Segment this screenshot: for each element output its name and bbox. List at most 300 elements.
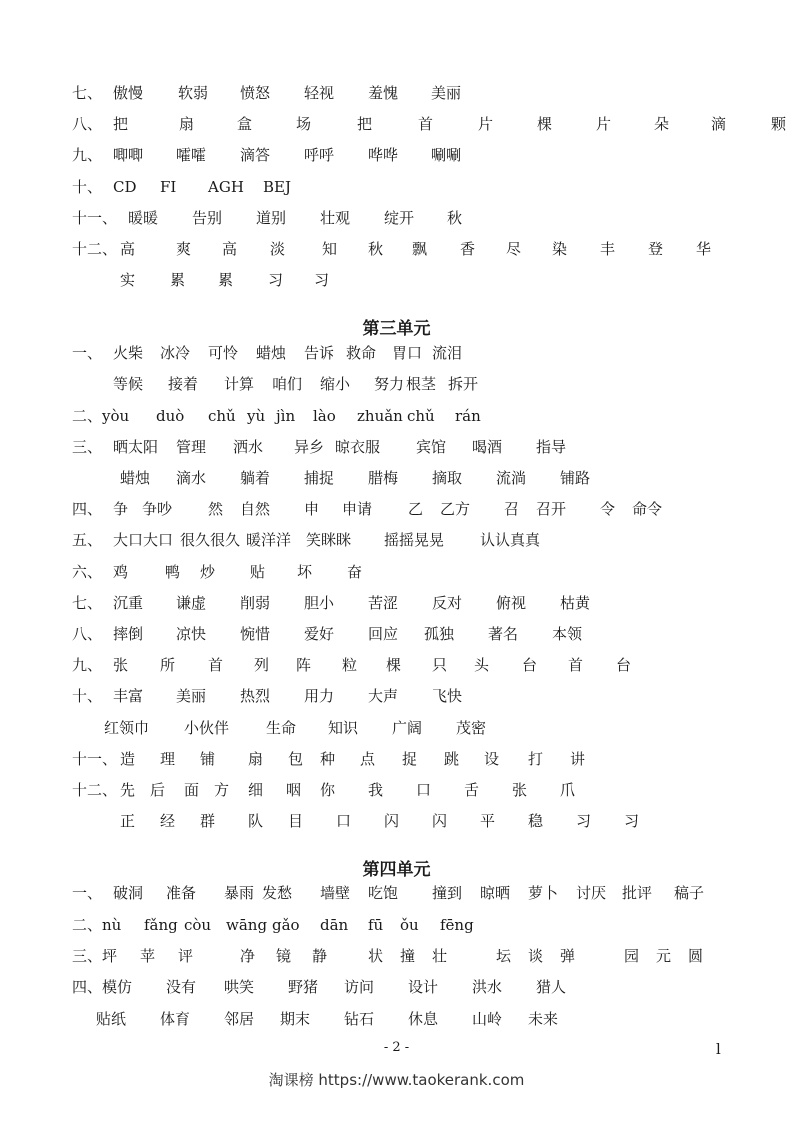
answer-word: 习 <box>576 812 592 830</box>
answer-word: 贴纸 <box>96 1010 127 1028</box>
answer-word: 著名 <box>488 625 519 643</box>
answer-word: 流泪 <box>432 344 463 362</box>
answer-word: 火柴 <box>113 344 144 362</box>
answer-line <box>0 81 793 105</box>
answer-word: 扇 <box>179 115 195 133</box>
answer-word: 设 <box>484 750 500 768</box>
answer-word: 铺 <box>200 750 216 768</box>
answer-word: 贴 <box>250 563 266 581</box>
answer-word: 鸭 <box>165 563 181 581</box>
answer-word: 目 <box>288 812 304 830</box>
answer-word: 乙方 <box>440 500 471 518</box>
answer-word: 炒 <box>200 563 216 581</box>
answer-word: 苹 <box>140 947 156 965</box>
answer-word: 丰 <box>600 240 616 258</box>
answer-word: 洒水 <box>233 438 264 456</box>
answer-word: 摔倒 <box>113 625 144 643</box>
answer-word: 静 <box>312 947 328 965</box>
answer-word: 努力 <box>374 375 405 393</box>
answer-word: 群 <box>200 812 216 830</box>
question-number: 五、 <box>72 531 103 549</box>
answer-word: 台 <box>616 656 632 674</box>
answer-line <box>0 560 793 584</box>
answer-line <box>0 112 793 136</box>
answer-word: 秋 <box>447 209 463 227</box>
answer-word: 包 <box>288 750 304 768</box>
answer-word: 惋惜 <box>240 625 271 643</box>
answer-word: 令 <box>600 500 616 518</box>
answer-word: 阵 <box>296 656 312 674</box>
answer-word: 批评 <box>622 884 653 902</box>
answer-word: 把 <box>357 115 373 133</box>
answer-word: 高 <box>222 240 238 258</box>
answer-word: 摇摇晃晃 <box>384 531 445 549</box>
answer-word: FI <box>160 178 177 196</box>
answer-word: 颗 <box>771 115 787 133</box>
question-number: 二、 <box>72 407 103 425</box>
answer-word: 滴水 <box>176 469 207 487</box>
answer-word: 削弱 <box>240 594 271 612</box>
answer-word: 理 <box>160 750 176 768</box>
question-number: 三、 <box>72 947 103 965</box>
answer-word: 晾衣服 <box>335 438 381 456</box>
answer-word: 钻石 <box>344 1010 375 1028</box>
answer-word: 首 <box>418 115 434 133</box>
question-number: 八、 <box>72 115 103 133</box>
answer-word: 腊梅 <box>368 469 399 487</box>
answer-word: 盒 <box>237 115 253 133</box>
answer-word: 美丽 <box>176 687 207 705</box>
answer-line <box>0 716 793 740</box>
answer-word: 头 <box>474 656 490 674</box>
answer-word: 滴 <box>711 115 727 133</box>
answer-word: 未来 <box>528 1010 559 1028</box>
answer-word: 争吵 <box>142 500 173 518</box>
answer-word: 召开 <box>536 500 567 518</box>
answer-word: 流淌 <box>496 469 527 487</box>
answer-line <box>0 684 793 708</box>
answer-word: 秋 <box>368 240 384 258</box>
question-number: 十二、 <box>72 240 118 258</box>
question-number: 一、 <box>72 884 103 902</box>
answer-word: 期末 <box>280 1010 311 1028</box>
answer-word: jìn <box>276 407 296 425</box>
answer-word: wāng <box>226 916 268 934</box>
answer-word: 冰冷 <box>160 344 191 362</box>
answer-word: gǎo <box>272 916 300 934</box>
answer-word: 平 <box>480 812 496 830</box>
answer-word: 胃口 <box>392 344 423 362</box>
answer-word: duò <box>156 407 185 425</box>
answer-word: ǒu <box>400 916 419 934</box>
answer-word: 暖洋洋 <box>246 531 292 549</box>
answer-word: 元 <box>656 947 672 965</box>
answer-word: 召 <box>504 500 520 518</box>
answer-word: 宾馆 <box>416 438 447 456</box>
answer-word: 稳 <box>528 812 544 830</box>
answer-word: 接着 <box>168 375 199 393</box>
answer-word: 状 <box>368 947 384 965</box>
answer-word: 唧唧 <box>113 146 144 164</box>
answer-word: 所 <box>160 656 176 674</box>
answer-word: 可怜 <box>208 344 239 362</box>
answer-line <box>0 466 793 490</box>
answer-word: 萝卜 <box>528 884 559 902</box>
answer-line <box>0 913 793 937</box>
question-number: 九、 <box>72 656 103 674</box>
edge-mark: l <box>716 1040 721 1058</box>
answer-line <box>0 341 793 365</box>
answer-word: 蜡烛 <box>256 344 287 362</box>
question-number: 七、 <box>72 84 103 102</box>
answer-word: 飞快 <box>432 687 463 705</box>
page-number: - 2 - <box>383 1040 410 1055</box>
answer-word: 回应 <box>368 625 399 643</box>
answer-line <box>0 404 793 428</box>
answer-line <box>0 497 793 521</box>
answer-word: 反对 <box>432 594 463 612</box>
answer-word: 我 <box>368 781 384 799</box>
answer-word: 面 <box>184 781 200 799</box>
footer-watermark: 淘课榜 https://www.taokerank.com <box>268 1071 525 1089</box>
question-number: 十一、 <box>72 750 118 768</box>
answer-word: 闪 <box>384 812 400 830</box>
answer-word: fēng <box>440 916 474 934</box>
answer-word: 胆小 <box>304 594 335 612</box>
answer-word: 设计 <box>408 978 439 996</box>
answer-word: fǎng <box>144 916 178 934</box>
answer-word: 飘 <box>412 240 428 258</box>
answer-line <box>0 809 793 833</box>
answer-word: 队 <box>248 812 264 830</box>
question-number: 四、 <box>72 500 103 518</box>
answer-word: 扇 <box>248 750 264 768</box>
answer-word: 奋 <box>347 563 363 581</box>
answer-word: 枯黄 <box>560 594 591 612</box>
answer-word: 呼呼 <box>304 146 335 164</box>
answer-word: 嚯嚯 <box>176 146 207 164</box>
answer-word: 用力 <box>304 687 335 705</box>
answer-word: 申 <box>304 500 320 518</box>
answer-word: 唰唰 <box>431 146 462 164</box>
answer-word: 野猪 <box>288 978 319 996</box>
answer-word: 暖暖 <box>128 209 159 227</box>
question-number: 十一、 <box>72 209 118 227</box>
answer-word: 红领巾 <box>104 719 150 737</box>
answer-word: 片 <box>596 115 612 133</box>
question-number: 九、 <box>72 146 103 164</box>
answer-word: 广阔 <box>392 719 423 737</box>
answer-word: 正 <box>120 812 136 830</box>
answer-word: 暴雨 <box>224 884 255 902</box>
answer-word: 猎人 <box>536 978 567 996</box>
answer-word: fū <box>368 916 384 934</box>
answer-word: 体育 <box>160 1010 191 1028</box>
answer-word: 壮观 <box>320 209 351 227</box>
answer-word: 壮 <box>432 947 448 965</box>
question-number: 一、 <box>72 344 103 362</box>
answer-word: 道别 <box>256 209 287 227</box>
answer-word: 捉 <box>402 750 418 768</box>
answer-word: 咱们 <box>272 375 303 393</box>
answer-word: 自然 <box>240 500 271 518</box>
answer-word: 邻居 <box>224 1010 255 1028</box>
answer-word: 滴答 <box>240 146 271 164</box>
answer-word: 习 <box>268 271 284 289</box>
question-number: 七、 <box>72 594 103 612</box>
answer-word: 后 <box>150 781 166 799</box>
answer-word: 蜡烛 <box>120 469 151 487</box>
answer-word: 造 <box>120 750 136 768</box>
answer-line <box>0 143 793 167</box>
answer-word: 坏 <box>297 563 313 581</box>
answer-word: 轻视 <box>304 84 335 102</box>
answer-word: 计算 <box>224 375 255 393</box>
answer-word: 弹 <box>560 947 576 965</box>
answer-word: 首 <box>208 656 224 674</box>
answer-word: 吃饱 <box>368 884 399 902</box>
answer-word: 丰富 <box>113 687 144 705</box>
question-number: 十二、 <box>72 781 118 799</box>
answer-word: AGH <box>208 178 244 196</box>
answer-word: 棵 <box>537 115 553 133</box>
answer-word: rán <box>455 407 481 425</box>
answer-word: 闪 <box>432 812 448 830</box>
answer-word: 墙壁 <box>320 884 351 902</box>
answer-word: 申请 <box>342 500 373 518</box>
answer-word: 美丽 <box>431 84 462 102</box>
answer-word: 告诉 <box>304 344 335 362</box>
answer-word: 命令 <box>632 500 663 518</box>
answer-word: 把 <box>113 115 129 133</box>
answer-word: 根茎 <box>406 375 437 393</box>
answer-word: 乙 <box>408 500 424 518</box>
answer-word: 列 <box>254 656 270 674</box>
answer-word: 染 <box>552 240 568 258</box>
answer-word: 实 <box>120 271 136 289</box>
answer-word: 经 <box>160 812 176 830</box>
answer-word: 谈 <box>528 947 544 965</box>
answer-word: 张 <box>113 656 129 674</box>
answer-word: BEJ <box>263 178 291 196</box>
answer-line <box>0 206 793 230</box>
answer-line <box>0 268 793 292</box>
answer-word: 躺着 <box>240 469 271 487</box>
answer-word: 跳 <box>444 750 460 768</box>
answer-word: 喝酒 <box>472 438 503 456</box>
answer-line <box>0 944 793 968</box>
answer-word: 镜 <box>276 947 292 965</box>
answer-word: 访问 <box>344 978 375 996</box>
answer-word: 管理 <box>176 438 207 456</box>
answer-word: 先 <box>120 781 136 799</box>
answer-word: 撞到 <box>432 884 463 902</box>
answer-word: 爱好 <box>304 625 335 643</box>
answer-line <box>0 591 793 615</box>
answer-word: 缩小 <box>320 375 351 393</box>
answer-word: lào <box>313 407 336 425</box>
answer-word: 凉快 <box>176 625 207 643</box>
answer-word: 哄笑 <box>224 978 255 996</box>
answer-word: 细 <box>248 781 264 799</box>
answer-word: 讲 <box>570 750 586 768</box>
answer-word: 知 <box>322 240 338 258</box>
answer-word: 捕捉 <box>304 469 335 487</box>
answer-word: 本领 <box>552 625 583 643</box>
question-number: 十、 <box>72 178 103 196</box>
answer-word: 舌 <box>464 781 480 799</box>
answer-word: 张 <box>512 781 528 799</box>
answer-word: 净 <box>240 947 256 965</box>
question-number: 十、 <box>72 687 103 705</box>
answer-word: 点 <box>360 750 376 768</box>
answer-line <box>0 175 793 199</box>
answer-word: 打 <box>528 750 544 768</box>
answer-word: 绽开 <box>384 209 415 227</box>
answer-word: 习 <box>314 271 330 289</box>
answer-word: 朵 <box>654 115 670 133</box>
answer-line <box>0 1007 793 1031</box>
answer-word: 稿子 <box>674 884 705 902</box>
section-title: 第三单元 <box>362 319 431 339</box>
answer-word: 休息 <box>408 1010 439 1028</box>
answer-word: 傲慢 <box>113 84 144 102</box>
answer-word: 习 <box>624 812 640 830</box>
answer-line <box>0 653 793 677</box>
answer-word: 俯视 <box>496 594 527 612</box>
answer-word: 准备 <box>166 884 197 902</box>
answer-word: 香 <box>460 240 476 258</box>
answer-word: 告别 <box>192 209 223 227</box>
answer-word: 尽 <box>506 240 522 258</box>
answer-line <box>0 528 793 552</box>
answer-word: 异乡 <box>294 438 325 456</box>
question-number: 三、 <box>72 438 103 456</box>
answer-word: 铺路 <box>560 469 591 487</box>
answer-line <box>0 975 793 999</box>
answer-word: 讨厌 <box>576 884 607 902</box>
answer-word: 羞愧 <box>368 84 399 102</box>
answer-word: 哗哗 <box>368 146 399 164</box>
answer-word: 软弱 <box>178 84 209 102</box>
answer-word: 救命 <box>346 344 377 362</box>
answer-word: 你 <box>320 781 336 799</box>
answer-line <box>0 372 793 396</box>
answer-word: 鸡 <box>113 563 129 581</box>
answer-word: 小伙伴 <box>184 719 230 737</box>
answer-word: 没有 <box>166 978 197 996</box>
answer-word: 园 <box>624 947 640 965</box>
answer-word: 撞 <box>400 947 416 965</box>
answer-word: 沉重 <box>113 594 144 612</box>
answer-word: 洪水 <box>472 978 503 996</box>
answer-word: CD <box>113 178 137 196</box>
answer-word: 愤怒 <box>240 84 271 102</box>
answer-word: 华 <box>696 240 712 258</box>
answer-word: 口 <box>336 812 352 830</box>
answer-word: nù <box>102 916 122 934</box>
question-number: 八、 <box>72 625 103 643</box>
answer-word: 坛 <box>496 947 512 965</box>
answer-word: 坪 <box>102 947 118 965</box>
answer-line <box>0 622 793 646</box>
answer-line <box>0 881 793 905</box>
answer-word: 孤独 <box>424 625 455 643</box>
answer-word: 破洞 <box>113 884 144 902</box>
question-number: 六、 <box>72 563 103 581</box>
answer-word: 知识 <box>328 719 359 737</box>
answer-word: 大口大口 <box>113 531 174 549</box>
answer-word: 种 <box>320 750 336 768</box>
answer-word: 生命 <box>266 719 297 737</box>
answer-word: 认认真真 <box>480 531 541 549</box>
answer-word: 晾晒 <box>480 884 511 902</box>
answer-word: 谦虚 <box>176 594 207 612</box>
answer-word: 爽 <box>176 240 192 258</box>
question-number: 四、 <box>72 978 103 996</box>
answer-word: 淡 <box>270 240 286 258</box>
answer-word: 台 <box>522 656 538 674</box>
answer-word: 首 <box>568 656 584 674</box>
answer-word: 爪 <box>560 781 576 799</box>
answer-word: 咽 <box>286 781 302 799</box>
answer-word: 苦涩 <box>368 594 399 612</box>
answer-word: zhuǎn <box>357 407 403 425</box>
answer-word: 等候 <box>113 375 144 393</box>
answer-word: 很久很久 <box>180 531 241 549</box>
answer-word: 只 <box>432 656 448 674</box>
answer-word: 模仿 <box>102 978 133 996</box>
answer-word: 片 <box>478 115 494 133</box>
section-title: 第四单元 <box>362 860 431 880</box>
question-number: 二、 <box>72 916 103 934</box>
answer-word: 争 <box>113 500 129 518</box>
answer-word: dān <box>320 916 349 934</box>
answer-word: 累 <box>218 271 234 289</box>
answer-word: 方 <box>214 781 230 799</box>
answer-word: 发愁 <box>262 884 293 902</box>
answer-line <box>0 237 793 261</box>
answer-word: chǔ <box>208 407 236 425</box>
answer-word: 场 <box>296 115 312 133</box>
answer-word: 指导 <box>536 438 567 456</box>
answer-word: 登 <box>648 240 664 258</box>
answer-word: 拆开 <box>448 375 479 393</box>
answer-word: 口 <box>416 781 432 799</box>
answer-line <box>0 435 793 459</box>
answer-word: 然 <box>208 500 224 518</box>
answer-word: 棵 <box>386 656 402 674</box>
answer-word: 茂密 <box>456 719 487 737</box>
answer-word: yòu <box>102 407 130 425</box>
answer-word: 评 <box>178 947 194 965</box>
answer-word: 累 <box>170 271 186 289</box>
answer-word: 粒 <box>342 656 358 674</box>
answer-line <box>0 747 793 771</box>
answer-word: 山岭 <box>472 1010 503 1028</box>
answer-word: yù <box>247 407 266 425</box>
answer-word: 高 <box>120 240 136 258</box>
answer-word: còu <box>184 916 212 934</box>
answer-word: 大声 <box>368 687 399 705</box>
answer-word: 摘取 <box>432 469 463 487</box>
answer-line <box>0 778 793 802</box>
answer-word: chǔ <box>407 407 435 425</box>
answer-word: 晒太阳 <box>113 438 159 456</box>
answer-word: 圆 <box>688 947 704 965</box>
answer-word: 笑眯眯 <box>306 531 352 549</box>
answer-word: 热烈 <box>240 687 271 705</box>
